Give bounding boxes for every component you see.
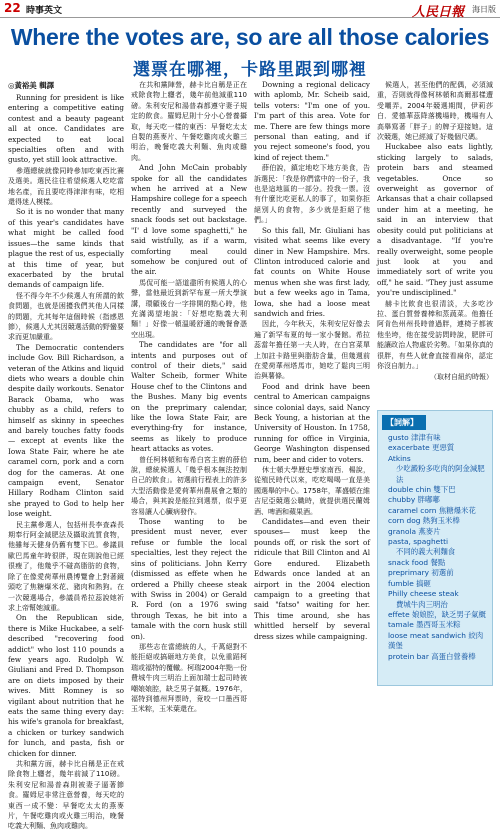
- glossary-term: pasta, spaghetti: [388, 537, 449, 547]
- glossary-item: [388, 652, 488, 662]
- glossary-item: [388, 443, 488, 453]
- glossary-list: [378, 433, 492, 662]
- glossary-item: [388, 495, 488, 505]
- article-column-2: [131, 80, 247, 714]
- glossary-term: corn dog: [388, 516, 421, 526]
- glossary-title: 【詞解】: [382, 415, 426, 430]
- glossary-translation: 高蛋白營養棒: [431, 651, 476, 661]
- glossary-term: gusto: [388, 433, 409, 442]
- glossary-translation: 焦糖爆米花: [438, 505, 476, 515]
- headline-chinese: 選票在哪裡，卡路里跟到哪裡: [133, 60, 367, 80]
- glossary-term: tamale: [388, 620, 414, 630]
- paragraph-en: And John McCain probably spoke for all the candidates when he arrived at a New Hampshire college for a speech recently and surveyed the snack foods set out backstage. "I' d love some spaghetti," he said wistfully, as if a warm, comforting meal could somehow be conjured out of the air.: [131, 163, 247, 277]
- glossary-item: [388, 631, 488, 652]
- paragraph-zh: 赫卡比飲食也很清淡，大多吃沙拉、蛋白質營養棒和蒸蔬菜。他擔任阿肯色州州長時曾過胖，連椅子都被他坐垮，他在接受訪問時說，肥胖可能讓政治人物處於劣勢。「如果你真的很胖，有些人就會直接看扁你，認定你沒自制力。」: [377, 299, 493, 370]
- glossary-term: loose meat sandwich: [388, 630, 466, 640]
- paragraph-en: Running for president is like entering a competitive eating contest and a beauty pageant all at once. Candidates are expected to eat local specialties often and with gusto, yet still look attractive.: [8, 93, 124, 165]
- glossary-translation: 絞肉漢堡: [388, 630, 484, 651]
- glossary-item: [388, 433, 488, 443]
- glossary-item: [388, 527, 488, 537]
- glossary-item: [388, 454, 488, 464]
- glossary-item: [388, 537, 488, 547]
- glossary-translation: 燕麥片: [418, 526, 441, 536]
- paragraph-zh: 薛伯說，鎮定地吃下地方美食，告訴選民：「我是你們當中的一份子，我也是這地區的一部分。投我一票。沒有什麼比吃更私人的事了，如果你拒絕別人的食物，多少就是拒絕了他們。」: [254, 164, 370, 225]
- paragraph-zh: 馬侃可能一語道盡所有候選人的心聲，當他最近到新罕布夏一所大學演講，環顧後台一字排開的點心時，他充滿渴望地說：「好想吃點義大利麵！」好像一頓溫暖舒適的晚餐會憑空出現。: [131, 278, 247, 339]
- glossary-term: granola: [388, 526, 417, 536]
- paragraph-en: So this fall, Mr. Giuliani has visited what seems like every diner in New Hampshire. Mrs. Clinton introduced calorie and fat counts on White House menus when she was first lady, but a few weeks ago in Tama, Iowa, she had a loose meat sandwich and fries.: [254, 225, 370, 318]
- glossary-term: Atkins: [388, 453, 411, 463]
- source-credit: （取材自紐約時報）: [430, 373, 493, 382]
- glossary-term: exacerbate: [388, 443, 430, 453]
- paragraph-en: Huckabee also eats lightly, sticking largely to salads, protein bars and steamed vegetables. Once so overweight as governor of Arkansas that a chair collapsed under him at a meeting, he said in an interview that obesity could put politicians at a disadvantage. "If you're really overweight, some people just look at you and immediately sort of write you off," he said. "They just assume you're undisciplined.": [377, 142, 493, 298]
- paragraph-en: Downing a regional delicacy with aplomb, Mr. Scheib said, tells voters: "I'm one of you. I'm part of this area. Vote for me. There are few things more personal than eating, and if you reject someone's food, you kind of reject them.": [254, 80, 370, 162]
- paragraph-zh: 那些志在當總統的人，千萬絕對不能拒絕或搞砸地方美食，以免重蹈柯瑞或福特的覆轍。柯瑞2004年點一份費城牛肉三明治上面加瑞士起司時被嘲娘娘腔，缺乏男子氣概。1976年，福特到德州拜票時，竟咬一口墨西哥玉米粽，玉米葉還在。: [131, 642, 247, 714]
- paragraph-en: The Democratic contenders include Gov. Bill Richardson, a veteran of the Atkins and liquid diets who wears a double chin despite daily workouts. Senator Barack Obama, who was chubby as a child, refers to himself as skinny in speeches and barely touches fatty foods — except at events like the Iowa State Fair, where he ate caramel corn, pork and a corn dog for the cameras. At one campaign event, Senator Hillary Rodham Clinton said she prayed to God to help her lose weight.: [8, 342, 124, 519]
- section-title: 時事英文: [26, 6, 63, 16]
- paragraph-zh: 參選總統就像同時參加吃東西比賽及選美。選民往往希望候選人吃吃當地名產，而且要吃得津津有味，吃相還得迷人模樣。: [8, 166, 124, 207]
- headline-english: Where the votes are, so are all those calories: [10, 24, 490, 50]
- glossary-item: [388, 506, 488, 516]
- glossary-translation: 費城牛肉三明治: [396, 599, 448, 609]
- glossary-translation: 津津有味: [411, 433, 441, 442]
- edition-label: 海日版: [472, 5, 496, 14]
- article-column-1: [8, 80, 124, 831]
- glossary-translation: 初選前: [431, 568, 454, 578]
- glossary-term: preprimary: [388, 568, 430, 578]
- glossary-term: effete: [388, 609, 410, 619]
- glossary-item: [388, 547, 488, 557]
- glossary-item: [388, 485, 488, 495]
- paragraph-zh: 候選人，甚至他們的配偶，必須減重，否則就得像柯林頓和高爾那樣遭受嘲弄。2004年競選期間，伊莉莎白．愛德華茲降落機場時，機場有人高舉寫著「胖子」的牌子迎接她。這次競選，她已經減了好幾個尺碼。: [377, 81, 493, 142]
- glossary-term: protein bar: [388, 651, 429, 661]
- glossary-translation: 娘娘腔，缺乏男子氣概: [412, 609, 486, 619]
- paragraph-en: So it is no wonder that many of this year's candidates have what might be called food issues—the same kinds that plague the rest of us, especially at this time of year, but exacerbated by the brutal demands of campaign life.: [8, 207, 124, 290]
- page-number: 22: [4, 1, 21, 15]
- glossary-item: [388, 516, 488, 526]
- glossary-translation: 墨西哥玉米粽: [416, 620, 461, 630]
- glossary-term: snack food: [388, 557, 429, 567]
- paragraph-en: The candidates are "for all intents and purposes out of control of their diets," said Walter Scheib, former White House chef to the Clintons and the Bushes. Many big events on the preprimary calendar, like the Iowa State Fair, are everything-fry for instance, seems as likely to produce heart attacks as votes.: [131, 340, 247, 454]
- paragraph-en: Those wanting to be president must never, ever refuse or fumble the local specialties, lest they reject the sins of politicians. John Kerry (dismissed as effete when he ordered a Philly cheese steak with Swiss in 2004) or Gerald R. Ford (on a 1976 swing through Texas, he bit into a tamale with the corn husk still on).: [131, 517, 247, 641]
- byline: ◎黃裕美 輯譯: [8, 81, 54, 90]
- glossary-item: [388, 579, 488, 589]
- glossary-box: [377, 410, 493, 686]
- paragraph-zh: 在共和黨陣營，赫卡比自稱是正在戒除食物上癮者，幾年前他減重110磅。朱利安尼和湯普森都遵守妻子規定的飲食。羅姆尼則十分小心營養攝取，每天吃一樣的東西：早餐吃太太自製的燕麥片、午餐吃雞肉或火雞三明治，晚餐吃義大利麵、魚肉或雞肉。: [131, 81, 247, 162]
- paragraph-zh: 曾任柯林頓和布希白宮主廚的薛伯說，總統候選人「幾乎根本無法控制自己的飲食」。初選前行程表上的許多大型活動像是愛荷華州農展會之類的場合，與其說是能拉到選票，似乎更容易讓人心臟病發作。: [131, 455, 247, 516]
- paragraph-zh: 共和黨方面，赫卡比自稱是正在戒除食物上癮者，幾年前減了110磅。朱利安尼和湯普森則被妻子逼著節食。羅姆尼非常注意營養，每天吃的東西一成不變：早餐吃太太的燕麥片，午餐吃雞肉或火雞三明治，晚餐吃義大利麵、魚肉或雞肉。: [8, 760, 124, 831]
- page-header: [0, 0, 500, 18]
- glossary-term: Philly cheese steak: [388, 589, 459, 599]
- glossary-item: [388, 620, 488, 630]
- glossary-translation: 不同的義大利麵食: [396, 547, 456, 557]
- masthead-logo: 人民日報: [411, 5, 464, 20]
- paragraph-zh: 怪不得今年不少候選人有所謂的飲食問題，也就是困擾我們其他人同樣的問題，尤其每年這個時候（指感恩節），候選人尤其因競選活動的野蠻要求而更加嚴重。: [8, 291, 124, 342]
- glossary-translation: 搞砸: [416, 578, 431, 588]
- glossary-term: fumble: [388, 578, 414, 588]
- glossary-item: [388, 568, 488, 578]
- glossary-translation: 餐點: [430, 557, 446, 567]
- glossary-term: double chin: [388, 485, 432, 495]
- glossary-translation: 少吃澱粉多吃肉的阿金減肥法: [396, 464, 485, 484]
- glossary-item: [388, 610, 488, 620]
- glossary-translation: 熱狗玉米棒: [422, 516, 460, 526]
- paragraph-zh: 民主黨參選人，包括州長李查森長期奉行阿金減肥法及攝取流質食物，他雖每天健身仍舊有雙下巴。參議員歐巴馬童年時很胖，現在則說他已經很瘦了，他幾乎不碰高脂肪的食物，除了在像愛荷華州農博覽會上對著鏡頭吃了焦糖爆米花、豬肉和熱狗。在一次競選場合，參議員希拉蕊說她祈求上帝幫她減重。: [8, 520, 124, 612]
- glossary-item: [388, 600, 488, 610]
- paragraph-en: Candidates—and even their spouses— must keep the pounds off, or risk the sort of ridicule that Bill Clinton and Al Gore endured. Elizabeth Edwards once landed at an airport in the 2004 election campaign to a greeting that said "fatso" waiting for her. This time around, she has whittled herself by several dress sizes while campaigning.: [254, 517, 370, 641]
- glossary-translation: 雙下巴: [433, 485, 456, 495]
- glossary-translation: 更惡質: [432, 443, 455, 453]
- article-column-3: [254, 80, 370, 683]
- glossary-item: [388, 464, 488, 485]
- glossary-item: [388, 589, 488, 599]
- paragraph-en: Food and drink have been central to American campaigns since colonial days, said Nancy Beck Young, a historian at the University of Houston. In 1758, running for office in Virginia, George Washington dispensed rum, beer and cider to voters.: [254, 381, 370, 464]
- glossary-item: [388, 558, 488, 568]
- paragraph-en: On the Republican side, there is Mike Huckabee, a self-described "recovering food addict" who lost 110 pounds a few years ago. Rudolph W. Giuliani and Fred D. Thompson are on diets imposed by their wives. Mitt Romney is so vigilant about nutrition that he eats the same thing every day: his wife's granola for breakfast, a chicken or turkey sandwich for lunch, and pasta, fish or chicken for dinner.: [8, 613, 124, 758]
- glossary-term: caramel corn: [388, 505, 437, 515]
- glossary-term: chubby: [388, 495, 416, 505]
- paragraph-zh: 因此，今年秋天，朱利安尼好像去遍了新罕布夏的每一家小餐館。希拉蕊當年擔任第一夫人時，在白宮菜單上加註卡路里與脂肪含量，但幾週前在愛荷華州塔馬市，她吃了鬆肉三明治與薯條。: [254, 320, 370, 381]
- glossary-translation: 胖嘟嘟: [417, 495, 440, 505]
- paragraph-zh: 休士頓大學歷史學家南西．楊說，從殖民時代以來，吃吃喝喝一直是美國選舉的中心。1758年，華盛頓在維吉尼亞競選公職時，就提供選民蘭姆酒、啤酒和蘋果酒。: [254, 466, 370, 516]
